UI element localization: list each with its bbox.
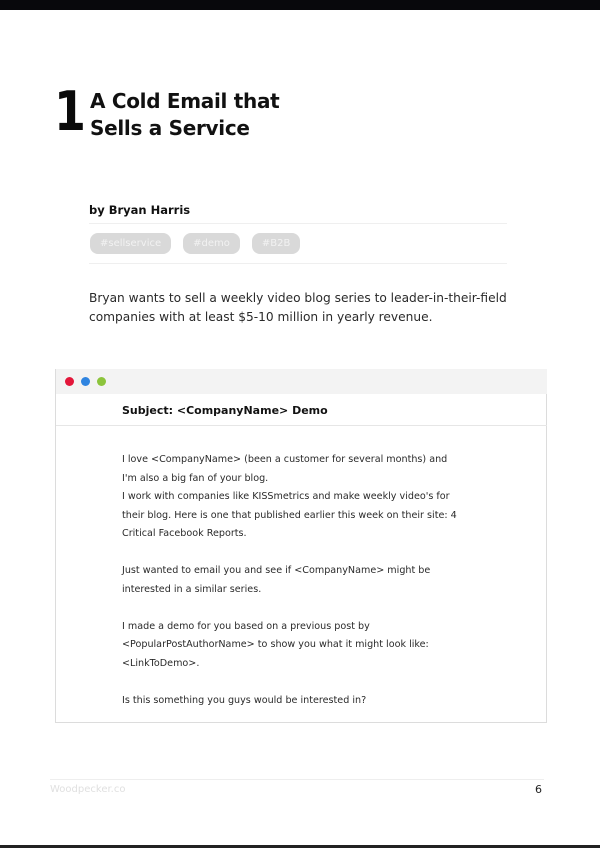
- tag-list: [90, 233, 300, 254]
- email-line: <PopularPostAuthorName> to show you what it might look like:: [122, 639, 429, 650]
- email-titlebar: [56, 369, 547, 394]
- divider: [56, 425, 547, 426]
- tag-b2b[interactable]: #B2B: [252, 233, 300, 254]
- email-subject: Subject: <CompanyName> Demo: [122, 404, 328, 417]
- divider: [89, 263, 507, 264]
- chapter-title: [90, 88, 279, 142]
- email-paragraph: [122, 451, 482, 544]
- email-line: their blog. Here is one that published earlier this week on their site: 4: [122, 509, 457, 521]
- footer-brand[interactable]: Woodpecker.co: [50, 784, 126, 795]
- chapter-heading: [54, 80, 280, 143]
- intro-line: companies with at least $5-10 million in yearly revenue.: [89, 310, 433, 324]
- chapter-title-line: A Cold Email that: [90, 89, 280, 113]
- email-paragraph: [122, 562, 482, 599]
- page-number: 6: [535, 783, 542, 796]
- divider: [89, 223, 507, 224]
- email-line: I love <CompanyName> (been a customer for several months) and: [122, 454, 448, 465]
- intro-line: Bryan wants to sell a weekly video blog series to leader-in-their-field: [89, 291, 507, 305]
- chapter-number: 1: [54, 80, 85, 143]
- intro-paragraph: [89, 289, 529, 327]
- email-line: <LinkToDemo>.: [122, 657, 200, 669]
- close-dot-icon: [65, 377, 74, 386]
- top-bar: [0, 0, 600, 10]
- email-window: [55, 369, 547, 723]
- maximize-dot-icon: [97, 377, 106, 386]
- email-paragraph: [122, 692, 482, 711]
- chapter-title-line: Sells a Service: [90, 116, 250, 140]
- email-paragraph: [122, 618, 482, 674]
- email-line: Just wanted to email you and see if <CompanyName> might be: [122, 565, 431, 576]
- author-byline: by Bryan Harris: [89, 203, 191, 217]
- email-line: I made a demo for you based on a previous post by: [122, 620, 370, 632]
- email-line: interested in a similar series.: [122, 583, 262, 595]
- tag-sellservice[interactable]: #sellservice: [90, 233, 171, 254]
- footer-divider: [50, 779, 544, 780]
- minimize-dot-icon: [81, 377, 90, 386]
- tag-demo[interactable]: #demo: [183, 233, 240, 254]
- email-body: [122, 451, 482, 710]
- email-line: Critical Facebook Reports.: [122, 528, 247, 539]
- email-line: Is this something you guys would be interested in?: [122, 694, 367, 706]
- email-line: I work with companies like KISSmetrics and make weekly video's for: [122, 491, 450, 502]
- email-line: I'm also a big fan of your blog.: [122, 472, 269, 484]
